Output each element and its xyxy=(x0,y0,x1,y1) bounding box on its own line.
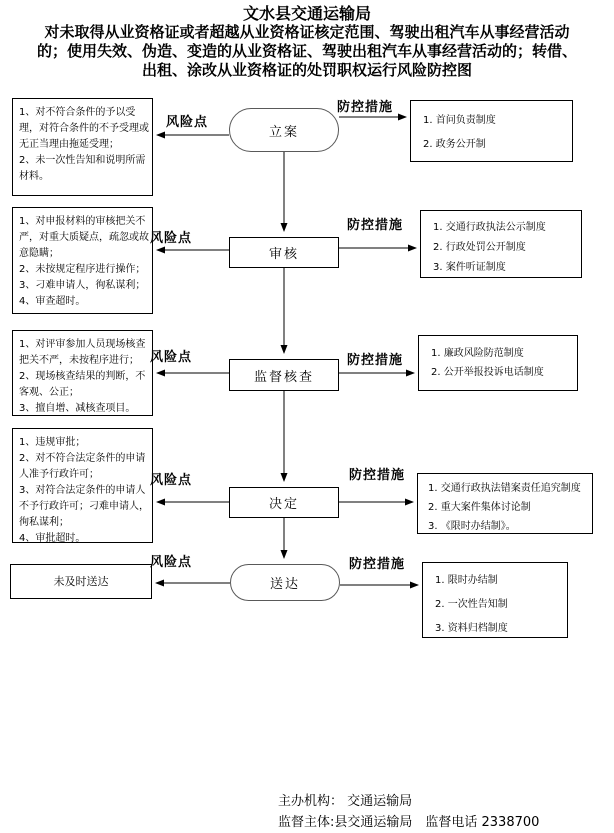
control-item: 2. 政务公开制 xyxy=(423,139,486,150)
risk-item: 4、审查超时。 xyxy=(19,296,86,307)
risk-box-2 xyxy=(12,207,153,314)
risk-label-4: 风险点 xyxy=(150,473,193,488)
control-label-4: 防控措施 xyxy=(349,468,406,483)
risk-label-3: 风险点 xyxy=(150,350,193,365)
control-item: 3. 案件听证制度 xyxy=(433,262,506,273)
risk-item: 未及时送达 xyxy=(53,574,109,588)
risk-item: 3、擅自增、减核查项目。 xyxy=(19,403,136,414)
control-box-4 xyxy=(417,473,593,534)
control-item: 2. 行政处罚公开制度 xyxy=(433,242,526,253)
risk-box-5 xyxy=(10,564,152,599)
risk-item: 1、对不符合条件的予以受理，对符合条件的不予受理或无正当理由拖延受理； xyxy=(19,107,149,150)
stage-node-supervision-check: 监督核查 xyxy=(229,359,339,391)
control-item: 1. 廉政风险防范制度 xyxy=(431,348,524,359)
risk-label-1: 风险点 xyxy=(166,115,209,130)
subtitle-line: 出租、涂改从业资格证的处罚职权运行风险防控图 xyxy=(141,61,472,79)
control-box-2 xyxy=(420,210,582,278)
footer xyxy=(278,791,539,833)
risk-item: 2、对不符合法定条件的申请人准予行政许可； xyxy=(19,453,146,480)
control-item: 1. 首问负责制度 xyxy=(423,115,496,126)
page-title: 文水县交通运输局 xyxy=(242,4,371,23)
risk-item: 2、未按规定程序进行操作； xyxy=(19,264,146,275)
subtitle-line: 的；使用失效、伪造、变造的从业资格证、驾驶出租汽车从事经营活动的；转借、 xyxy=(36,42,577,60)
control-box-1 xyxy=(410,100,573,162)
risk-item: 1、对评审参加人员现场核查把关不严，未按程序进行； xyxy=(19,339,146,366)
page-subtitle xyxy=(0,23,614,80)
risk-item: 1、对申报材料的审核把关不严，对重大质疑点，疏忽或故意隐瞒； xyxy=(19,216,149,259)
risk-item: 4、审批超时。 xyxy=(19,533,86,544)
risk-box-4 xyxy=(12,428,153,543)
risk-item: 2、现场核查结果的判断，不客观、公正； xyxy=(19,371,146,398)
risk-item: 2、未一次性告知和说明所需材料。 xyxy=(19,155,146,182)
control-label-5: 防控措施 xyxy=(349,557,406,572)
control-item: 3. 《限时办结制》。 xyxy=(428,521,516,532)
stage-node-review: 审核 xyxy=(229,237,339,268)
stage-node-filing: 立案 xyxy=(229,108,339,152)
risk-box-1 xyxy=(12,98,153,196)
control-item: 1. 交通行政执法公示制度 xyxy=(433,222,546,233)
control-label-3: 防控措施 xyxy=(347,353,404,368)
control-item: 2. 重大案件集体讨论制 xyxy=(428,502,531,513)
control-item: 1. 交通行政执法错案责任追究制度 xyxy=(428,483,581,494)
risk-item: 1、违规审批； xyxy=(19,437,86,448)
risk-label-5: 风险点 xyxy=(150,555,193,570)
risk-label-2: 风险点 xyxy=(150,231,193,246)
control-item: 3. 资料归档制度 xyxy=(435,623,508,634)
control-box-3 xyxy=(418,335,578,391)
subtitle-line: 对未取得从业资格证或者超越从业资格证核定范围、驾驶出租汽车从事经营活动 xyxy=(44,23,570,41)
control-item: 1. 限时办结制 xyxy=(435,575,498,586)
control-label-2: 防控措施 xyxy=(347,218,404,233)
footer-supervisor: 监督主体:县交通运输局 监督电话 2338700 xyxy=(278,815,540,830)
control-item: 2. 一次性告知制 xyxy=(435,599,508,610)
risk-item: 3、刁难申请人，徇私谋利； xyxy=(19,280,146,291)
control-label-1: 防控措施 xyxy=(337,100,394,115)
risk-item: 3、对符合法定条件的申请人不予行政许可；刁难申请人，徇私谋利； xyxy=(19,485,149,528)
control-box-5 xyxy=(422,562,568,638)
stage-node-delivery: 送达 xyxy=(230,564,340,601)
risk-box-3 xyxy=(12,330,153,416)
stage-node-decision: 决定 xyxy=(229,487,339,518)
control-item: 2. 公开举报投诉电话制度 xyxy=(431,367,544,378)
footer-host-org: 主办机构： 交通运输局 xyxy=(278,794,413,809)
